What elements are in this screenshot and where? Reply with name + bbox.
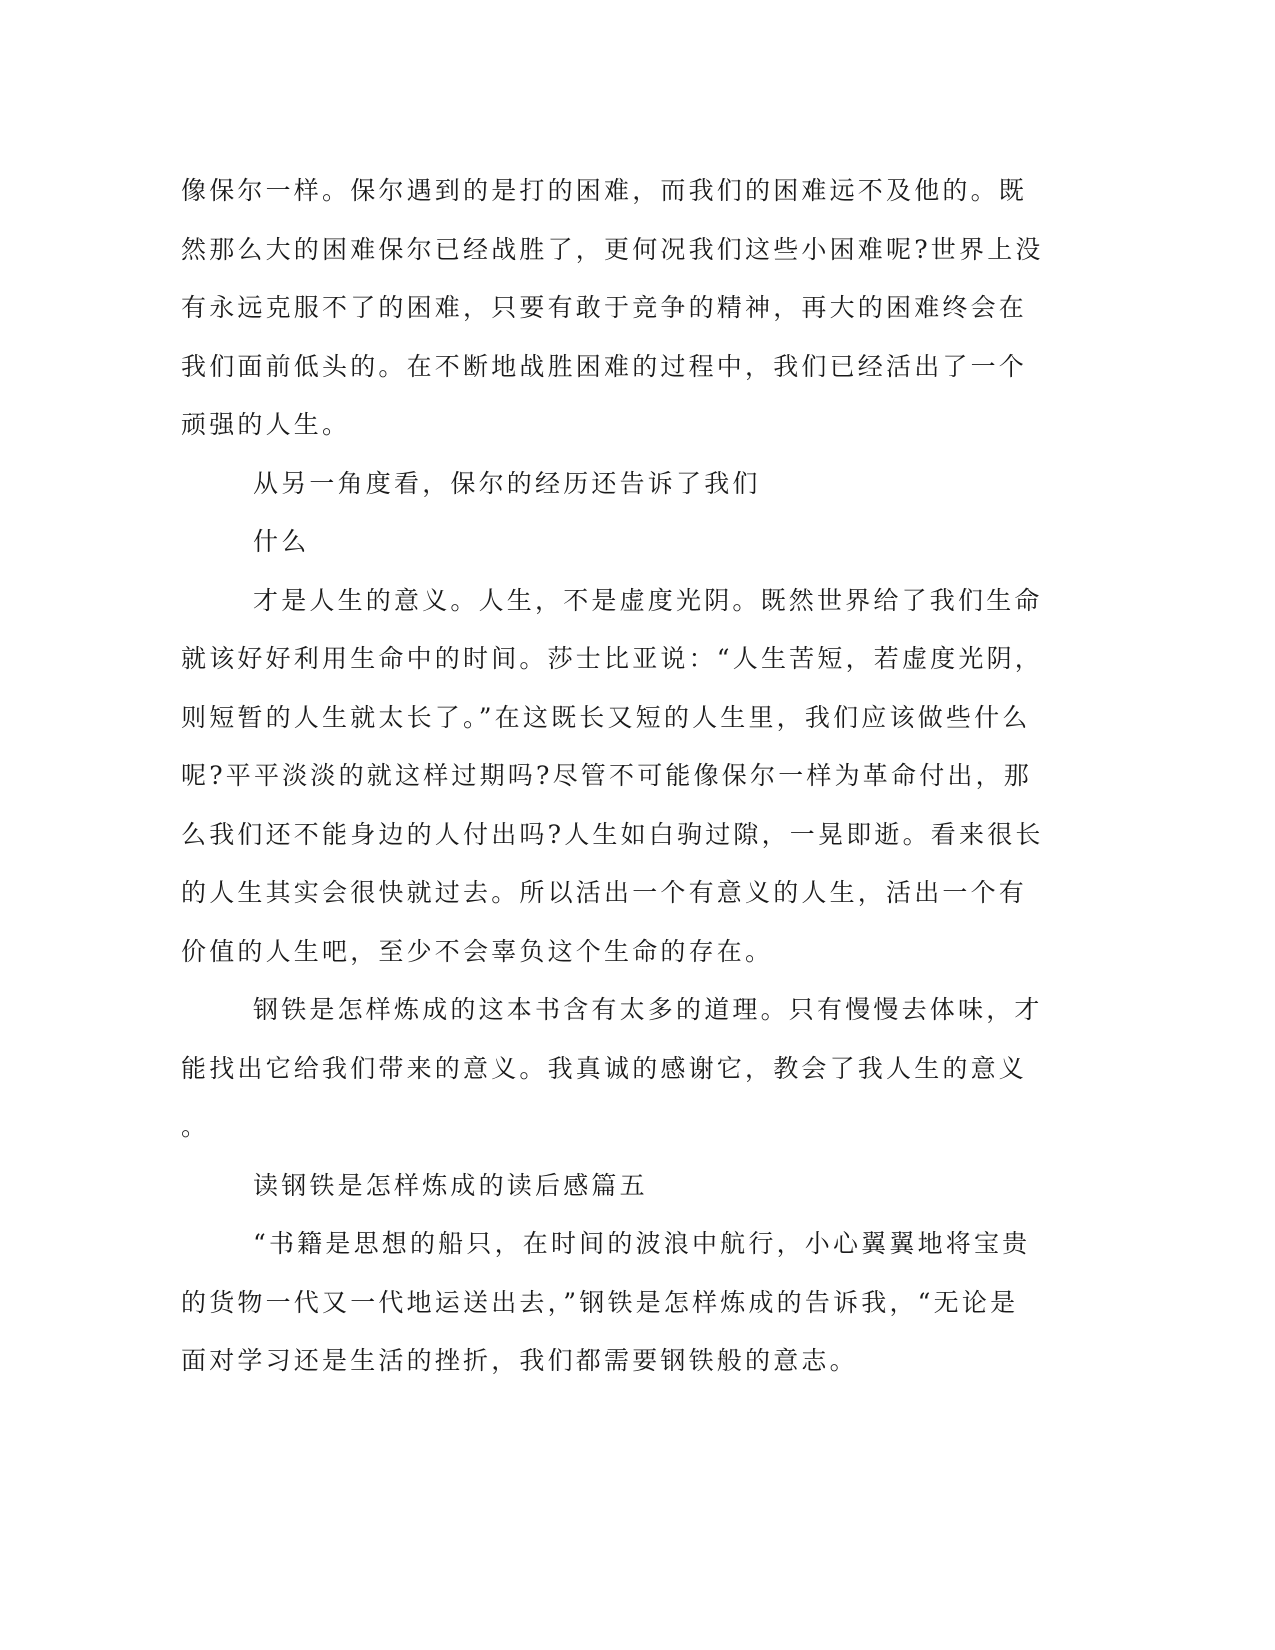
text-line: 呢?平平淡淡的就这样过期吗?尽管不可能像保尔一样为革命付出，那 <box>181 761 1033 790</box>
text-line: 什么 <box>253 527 310 556</box>
text-line: “书籍是思想的船只，在时间的波浪中航行，小心翼翼地将宝贵 <box>253 1229 1031 1258</box>
text-line: 顽强的人生。 <box>181 410 351 439</box>
text-line: 然那么大的困难保尔已经战胜了，更何况我们这些小困难呢?世界上没 <box>181 234 1044 264</box>
text-line: 就该好好利用生命中的时间。莎士比亚说：“人生苦短，若虚度光阴， <box>181 644 1043 673</box>
text-line: 。 <box>181 1112 210 1141</box>
text-line: 像保尔一样。保尔遇到的是打的困难，而我们的困难远不及他的。既 <box>181 176 1028 205</box>
body-text <box>181 162 1044 1391</box>
text-line: 么我们还不能身边的人付出吗?人生如白驹过隙，一晃即逝。看来很长 <box>181 819 1044 849</box>
text-line: 才是人生的意义。人生，不是虚度光阴。既然世界给了我们生命 <box>253 585 1043 615</box>
text-line: 从另一角度看，保尔的经历还告诉了我们 <box>253 468 761 498</box>
text-line: 价值的人生吧，至少不会辜负这个生命的存在。 <box>181 936 774 966</box>
text-line: 有永远克服不了的困难，只要有敢于竞争的精神，再大的困难终会在 <box>181 293 1028 322</box>
text-line: 我们面前低头的。在不断地战胜困难的过程中，我们已经活出了一个 <box>181 351 1028 381</box>
text-line: 的人生其实会很快就过去。所以活出一个有意义的人生，活出一个有 <box>181 878 1028 907</box>
text-line: 钢铁是怎样炼成的这本书含有太多的道理。只有慢慢去体味，才 <box>253 995 1043 1024</box>
text-line: 面对学习还是生活的挫折，我们都需要钢铁般的意志。 <box>181 1346 858 1375</box>
text-line: 的货物一代又一代地运送出去，”钢铁是怎样炼成的告诉我，“无论是 <box>181 1287 1019 1317</box>
text-line: 能找出它给我们带来的意义。我真诚的感谢它，教会了我人生的意义 <box>181 1053 1028 1083</box>
text-line: 则短暂的人生就太长了。”在这既长又短的人生里，我们应该做些什么 <box>181 702 1031 732</box>
section-heading: 读钢铁是怎样炼成的读后感篇五 <box>253 1170 648 1200</box>
